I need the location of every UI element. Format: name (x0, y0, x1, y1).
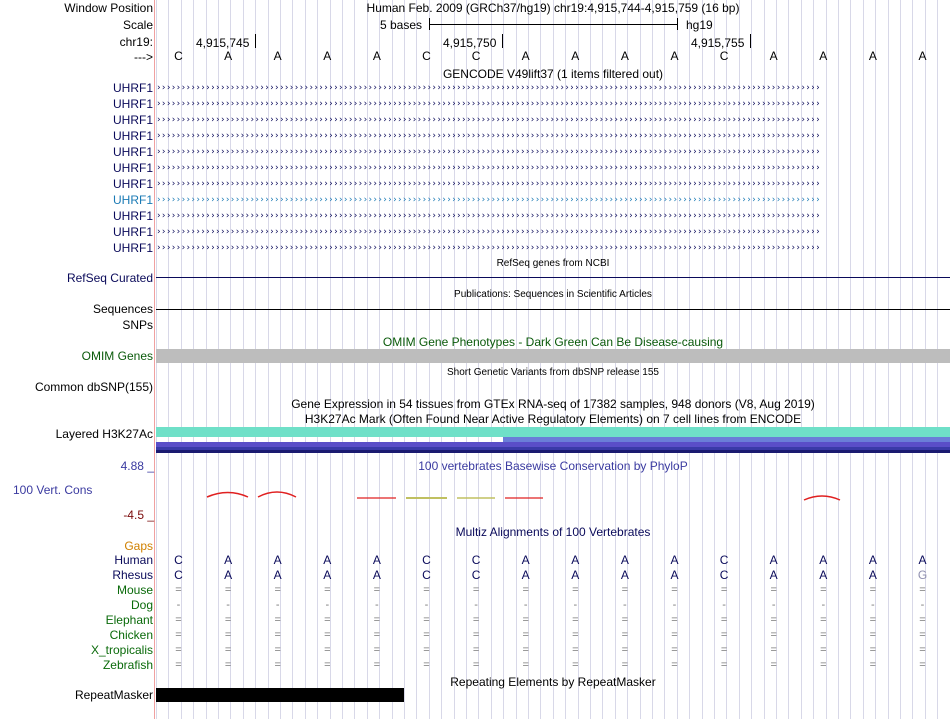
species-label[interactable]: Rhesus (112, 568, 153, 582)
reference-base: A (571, 49, 580, 63)
reference-base: A (224, 49, 233, 63)
alignment-base: C (471, 568, 481, 582)
phylop-title[interactable]: 100 vertebrates Basewise Conservation by PhyloP (418, 459, 688, 473)
chrom-label: chr19: (119, 35, 153, 49)
alignment-base: A (323, 568, 332, 582)
alignment-base: = (224, 629, 232, 641)
alignment-base: = (720, 629, 728, 641)
alignment-base: = (572, 584, 579, 596)
reference-base: A (868, 49, 877, 63)
alignment-base: = (175, 659, 182, 671)
phylop-min-label: -4.5 _ (123, 508, 154, 522)
omim-feature[interactable] (156, 349, 950, 363)
reference-base: A (819, 49, 828, 63)
alignment-base: A (372, 568, 381, 582)
reference-base: A (918, 49, 927, 63)
alignment-base: = (869, 584, 877, 596)
alignment-base: = (324, 644, 331, 656)
alignment-base: = (820, 659, 827, 671)
alignment-base: = (671, 614, 678, 626)
alignment-base: = (175, 644, 182, 656)
alignment-base: = (224, 659, 232, 671)
phylop-label[interactable]: 100 Vert. Cons (13, 483, 93, 497)
alignment-base: = (572, 629, 579, 641)
alignment-base: = (869, 629, 877, 641)
phylop-max-label: 4.88 _ (120, 459, 154, 473)
alignment-base: A (224, 553, 233, 567)
alignment-base: = (373, 584, 381, 596)
alignment-base: = (224, 584, 232, 596)
reference-base: C (471, 49, 481, 63)
position-tick (255, 34, 256, 48)
alignment-base: = (522, 614, 529, 626)
gencode-transcript[interactable]: ››››››››››››››››››››››››››››››››››››››››››››››››››››››››››››››››››››››››››››››››››››››››››››››››››››››››››››››››››››››››››››››››››››››› (156, 227, 820, 237)
alignment-base: = (274, 584, 281, 596)
alignment-base: = (671, 644, 678, 656)
alignment-base: = (175, 614, 182, 626)
reference-base: A (372, 49, 381, 63)
alignment-base: = (324, 659, 331, 671)
alignment-base: - (623, 599, 627, 611)
publications-feature[interactable] (156, 309, 950, 310)
snps-label[interactable]: SNPs (122, 318, 153, 332)
gencode-title[interactable]: GENCODE V49lift37 (1 items filtered out) (442, 67, 664, 81)
alignment-base: = (423, 659, 430, 671)
alignment-base: A (620, 568, 629, 582)
alignment-base: = (770, 584, 777, 596)
alignment-base: = (472, 659, 480, 671)
publications-label[interactable]: Sequences (92, 302, 153, 316)
alignment-base: - (771, 599, 776, 611)
alignment-base: - (821, 599, 826, 611)
alignment-base: = (572, 644, 579, 656)
alignment-base: A (273, 553, 282, 567)
species-label[interactable]: Chicken (109, 628, 153, 642)
gencode-gene-label[interactable]: UHRF1 (112, 81, 153, 95)
alignment-base: A (224, 568, 233, 582)
gencode-transcript[interactable]: ››››››››››››››››››››››››››››››››››››››››››››››››››››››››››››››››››››››››››››››››››››››››››››››››››››››››››››››››››››››››››››››››››››››› (156, 99, 820, 109)
alignment-base: = (621, 644, 629, 656)
gencode-gene-label[interactable]: UHRF1 (112, 145, 153, 159)
position-tick-label: 4,915,755 (691, 36, 745, 50)
alignment-base: = (720, 659, 728, 671)
alignment-base: = (869, 614, 877, 626)
alignment-base: = (720, 584, 728, 596)
alignment-base: = (572, 659, 579, 671)
alignment-base: = (274, 644, 281, 656)
alignment-base: = (224, 644, 232, 656)
alignment-base: C (719, 553, 729, 567)
alignment-base: = (423, 584, 430, 596)
reference-base: A (323, 49, 332, 63)
species-label[interactable]: X_tropicalis (90, 643, 153, 657)
gtex-title[interactable]: Gene Expression in 54 tissues from GTEx RNA-seq of 17382 samples, 948 donors (V8, Aug 2019) (291, 397, 815, 411)
repeatmasker-title[interactable]: Repeating Elements by RepeatMasker (450, 675, 656, 689)
alignment-base: C (174, 553, 183, 567)
scale-db: hg19 (686, 18, 713, 32)
alignment-base: A (323, 553, 332, 567)
gencode-gene-label[interactable]: UHRF1 (112, 129, 153, 143)
alignment-base: = (720, 614, 728, 626)
alignment-base: = (919, 614, 926, 626)
alignment-base: A (670, 568, 679, 582)
alignment-base: = (522, 659, 529, 671)
alignment-base: = (869, 644, 877, 656)
alignment-base: = (820, 629, 827, 641)
species-label[interactable]: Elephant (105, 613, 153, 627)
alignment-base: = (472, 629, 480, 641)
alignment-base: A (868, 568, 877, 582)
assembly-title: Human Feb. 2009 (GRCh37/hg19) chr19:4,915,744-4,915,759 (16 bp) (366, 1, 740, 15)
gencode-transcript[interactable]: ››››››››››››››››››››››››››››››››››››››››››››››››››››››››››››››››››››››››››››››››››››››››››››››››››››››››››››››››››››››››››››››››››››››› (156, 163, 820, 173)
alignment-base: A (868, 553, 877, 567)
alignment-base: = (919, 659, 926, 671)
gencode-gene-label[interactable]: UHRF1 (112, 97, 153, 111)
scale-label: Scale (122, 18, 153, 32)
reference-base: A (620, 49, 629, 63)
reference-base: C (719, 49, 729, 63)
position-tick-label: 4,915,745 (196, 36, 250, 50)
alignment-base: = (423, 644, 430, 656)
alignment-base: C (719, 568, 729, 582)
alignment-base: = (324, 614, 331, 626)
alignment-base: = (572, 614, 579, 626)
reference-base: A (521, 49, 530, 63)
gencode-gene-label[interactable]: UHRF1 (112, 177, 153, 191)
alignment-base: - (226, 599, 230, 611)
alignment-base: = (820, 584, 827, 596)
refseq-label[interactable]: RefSeq Curated (66, 271, 153, 285)
position-tick-label: 4,915,750 (443, 36, 497, 50)
alignment-base: A (819, 568, 828, 582)
alignment-base: - (176, 599, 181, 611)
alignment-base: = (373, 614, 381, 626)
alignment-base: = (274, 614, 281, 626)
alignment-base: = (770, 629, 777, 641)
alignment-base: A (521, 553, 530, 567)
alignment-base: - (275, 599, 280, 611)
alignment-base: = (522, 629, 529, 641)
alignment-base: = (373, 659, 381, 671)
alignment-base: = (770, 659, 777, 671)
alignment-base: A (273, 568, 282, 582)
alignment-base: C (471, 553, 481, 567)
alignment-base: = (224, 614, 232, 626)
h3k27ac-label[interactable]: Layered H3K27Ac (55, 427, 153, 441)
alignment-base: - (871, 599, 875, 611)
alignment-base: A (670, 553, 679, 567)
gencode-gene-label[interactable]: UHRF1 (112, 241, 153, 255)
alignment-base: = (621, 614, 629, 626)
gencode-gene-label[interactable]: UHRF1 (112, 113, 153, 127)
phylop-peak (804, 496, 840, 500)
omim-title[interactable]: OMIM Gene Phenotypes - Dark Green Can Be Disease-causing (382, 335, 724, 349)
repeatmasker-label[interactable]: RepeatMasker (74, 688, 153, 702)
gencode-transcript[interactable]: ››››››››››››››››››››››››››››››››››››››››››››››››››››››››››››››››››››››››››››››››››››››››››››››››››››››››››››››››››››››››››››››››››››››› (156, 147, 820, 157)
alignment-base: = (324, 629, 331, 641)
alignment-base: A (819, 553, 828, 567)
alignment-base: - (474, 599, 478, 611)
publications-title[interactable]: Publications: Sequences in Scientific Articles (454, 289, 652, 300)
refseq-title[interactable]: RefSeq genes from NCBI (496, 258, 610, 269)
alignment-base: - (375, 599, 379, 611)
h3k27ac-layer (156, 450, 950, 453)
alignment-base: - (573, 599, 578, 611)
alignment-base: = (671, 659, 678, 671)
reference-base: A (769, 49, 778, 63)
window-position-label: Window Position (64, 1, 153, 15)
reference-base: C (174, 49, 183, 63)
refseq-feature[interactable] (156, 277, 950, 278)
gencode-gene-label[interactable]: UHRF1 (112, 161, 153, 175)
alignment-base: - (722, 599, 726, 611)
alignment-base: = (720, 644, 728, 656)
gencode-gene-label[interactable]: UHRF1 (112, 193, 153, 207)
alignment-base: A (571, 568, 580, 582)
alignment-base: C (422, 568, 431, 582)
alignment-base: = (919, 644, 926, 656)
alignment-base: = (472, 584, 480, 596)
h3k27ac-layer (156, 427, 950, 437)
alignment-base: = (919, 629, 926, 641)
alignment-base: = (175, 629, 182, 641)
alignment-base: A (571, 553, 580, 567)
reference-base: A (273, 49, 282, 63)
alignment-base: - (920, 599, 925, 611)
alignment-base: = (274, 629, 281, 641)
alignment-base: = (621, 659, 629, 671)
alignment-base: = (621, 584, 629, 596)
scale-text: 5 bases (380, 18, 423, 32)
gencode-transcript[interactable]: ››››››››››››››››››››››››››››››››››››››››››››››››››››››››››››››››››››››››››››››››››››››››››››››››››››››››››››››››››››››››››››››››››››››› (156, 211, 820, 221)
alignment-base: = (671, 584, 678, 596)
alignment-base: A (918, 553, 927, 567)
gencode-transcript[interactable]: ››››››››››››››››››››››››››››››››››››››››››››››››››››››››››››››››››››››››››››››››››››››››››››››››››››››››››››››››››››››››››››››››››››››› (156, 195, 820, 205)
alignment-base: = (671, 629, 678, 641)
repeatmasker-feature[interactable] (156, 688, 404, 702)
alignment-base: A (372, 553, 381, 567)
dbsnp-title[interactable]: Short Genetic Variants from dbSNP release 155 (447, 367, 659, 378)
h3k27ac-title[interactable]: H3K27Ac Mark (Often Found Near Active Regulatory Elements) on 7 cell lines from ENCODE (304, 412, 802, 426)
multiz-title[interactable]: Multiz Alignments of 100 Vertebrates (455, 525, 651, 539)
label-divider (154, 0, 155, 719)
alignment-base: = (770, 644, 777, 656)
gencode-transcript[interactable]: ››››››››››››››››››››››››››››››››››››››››››››››››››››››››››››››››››››››››››››››››››››››››››››››››››››››››››››››››››››››››››››››››››››››› (156, 115, 820, 125)
alignment-base: - (672, 599, 677, 611)
alignment-base: A (769, 568, 778, 582)
species-label[interactable]: Dog (130, 598, 153, 612)
alignment-base: = (373, 644, 381, 656)
alignment-base: = (522, 584, 529, 596)
alignment-base: = (175, 584, 182, 596)
alignment-base: = (770, 614, 777, 626)
position-tick (750, 34, 751, 48)
alignment-base: = (820, 644, 827, 656)
alignment-base: A (620, 553, 629, 567)
gencode-transcript[interactable]: ››››››››››››››››››››››››››››››››››››››››››››››››››››››››››››››››››››››››››››››››››››››››››››››››››››››››››››››››››››››››››››››››››››››› (156, 83, 820, 93)
scale-bar-right-tick (677, 18, 678, 30)
species-label[interactable]: Zebrafish (102, 658, 153, 672)
omim-label[interactable]: OMIM Genes (81, 349, 153, 363)
alignment-base: - (424, 599, 429, 611)
alignment-base: G (917, 568, 928, 582)
gencode-transcript[interactable]: ››››››››››››››››››››››››››››››››››››››››››››››››››››››››››››››››››››››››››››››››››››››››››››››››››››››››››››››››››››››››››››››››››››››› (156, 179, 820, 189)
species-label[interactable]: Human (114, 553, 153, 567)
gencode-transcript[interactable]: ››››››››››››››››››››››››››››››››››››››››››››››››››››››››››››››››››››››››››››››››››››››››››››››››››››››››››››››››››››››››››››››››››››››› (156, 131, 820, 141)
alignment-base: = (423, 614, 430, 626)
alignment-base: A (521, 568, 530, 582)
alignment-base: = (522, 644, 529, 656)
alignment-base: = (274, 659, 281, 671)
alignment-base: - (523, 599, 528, 611)
alignment-base: - (325, 599, 330, 611)
gaps-label[interactable]: Gaps (124, 539, 153, 553)
reference-base: C (422, 49, 431, 63)
alignment-base: A (769, 553, 778, 567)
scale-bar (429, 24, 677, 25)
gencode-gene-label[interactable]: UHRF1 (112, 209, 153, 223)
alignment-base: = (820, 614, 827, 626)
position-tick (502, 34, 503, 48)
alignment-base: = (472, 614, 480, 626)
dbsnp-label[interactable]: Common dbSNP(155) (34, 380, 153, 394)
alignment-base: = (919, 584, 926, 596)
phylop-peak (258, 492, 296, 497)
alignment-base: = (423, 629, 430, 641)
gencode-transcript[interactable]: ››››››››››››››››››››››››››››››››››››››››››››››››››››››››››››››››››››››››››››››››››››››››››››››››››››››››››››››››››››››››››››››››››››››› (156, 243, 820, 253)
species-label[interactable]: Mouse (116, 583, 153, 597)
alignment-base: C (422, 553, 431, 567)
strand-label: ---> (134, 50, 153, 64)
gencode-gene-label[interactable]: UHRF1 (112, 225, 153, 239)
alignment-base: = (472, 644, 480, 656)
alignment-base: = (373, 629, 381, 641)
reference-base: A (670, 49, 679, 63)
alignment-base: = (324, 584, 331, 596)
alignment-base: = (621, 629, 629, 641)
alignment-base: = (869, 659, 877, 671)
alignment-base: C (174, 568, 183, 582)
